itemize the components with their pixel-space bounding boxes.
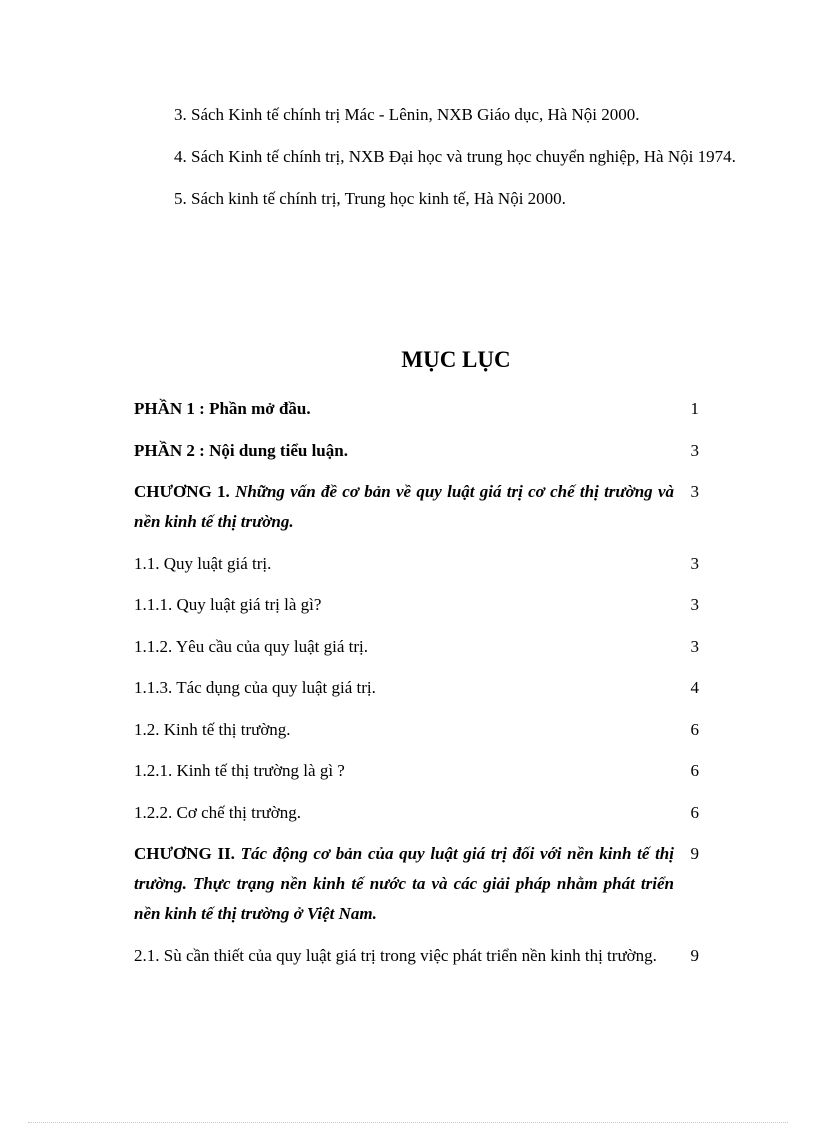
toc-entry-text: 1.2.2. Cơ chế thị trường. [134, 802, 301, 822]
toc-title: MỤC LỤC [401, 347, 511, 372]
toc-entry [134, 549, 699, 579]
chapter-title: Tác động cơ bản của quy luật giá trị đối với nền kinh tế thị trường. Thực trạng nền kinh tế nước ta và các giải pháp nhằm phát triển nền kinh tế thị trường ở Việt Nam. [134, 844, 674, 923]
toc-entry-page: 9 [690, 945, 699, 965]
toc-entry-page: 3 [690, 595, 699, 614]
toc-entry [134, 673, 699, 703]
chapter-title: Những vấn đề cơ bản về quy luật giá trị cơ chế thị trường và nền kinh tế thị trường. [134, 482, 674, 531]
toc-entry-text: 1.1. Quy luật giá trị. [134, 553, 272, 573]
toc-entry-text [134, 477, 674, 537]
toc-entry-text: PHẦN 2 : Nội dung tiểu luận. [134, 440, 348, 460]
toc-entry-page: 1 [690, 399, 699, 418]
toc-entry-text: PHẦN 1 : Phần mở đầu. [134, 399, 311, 418]
toc-entry [134, 798, 699, 828]
toc-entry-text [134, 839, 674, 929]
toc-entry [134, 590, 699, 620]
toc-entry-page: 6 [690, 761, 699, 780]
toc-entry-part-1 [134, 394, 699, 424]
toc-entry [134, 941, 699, 971]
toc-entry-page: 6 [690, 802, 699, 822]
toc-entry-page: 4 [690, 678, 699, 697]
toc-entry-chapter-1 [134, 477, 699, 537]
toc-entry-page: 3 [690, 440, 699, 460]
toc-entry-page: 3 [690, 636, 699, 656]
toc-entry-text: 1.1.1. Quy luật giá trị là gì? [134, 595, 322, 614]
chapter-prefix: CHƯƠNG II. [134, 844, 241, 863]
toc-entry [134, 632, 699, 662]
toc-entry-text: 1.1.3. Tác dụng của quy luật giá trị. [134, 678, 376, 697]
reference-item: 3. Sách Kinh tế chính trị Mác - Lênin, NXB Giáo dục, Hà Nội 2000. [174, 105, 640, 124]
table-of-contents [134, 394, 699, 982]
toc-entry-page: 3 [690, 553, 699, 573]
toc-entry [134, 756, 699, 786]
toc-entry-page: 3 [690, 482, 699, 501]
chapter-prefix: CHƯƠNG 1. [134, 482, 236, 501]
toc-entry-page: 9 [690, 844, 699, 863]
reference-item: 4. Sách Kinh tế chính trị, NXB Đại học và trung học chuyển nghiệp, Hà Nội 1974. [174, 147, 736, 166]
toc-entry-part-2 [134, 436, 699, 466]
toc-entry-page: 6 [690, 719, 699, 739]
toc-entry-text: 1.2.1. Kinh tế thị trường là gì ? [134, 761, 345, 780]
toc-entry [134, 715, 699, 745]
reference-item: 5. Sách kinh tế chính trị, Trung học kinh tế, Hà Nội 2000. [174, 189, 566, 208]
toc-entry-text: 1.2. Kinh tế thị trường. [134, 719, 291, 739]
toc-entry-text: 2.1. Sù cần thiết của quy luật giá trị trong việc phát triển nền kinh thị trường. [134, 945, 657, 965]
toc-entry-text: 1.1.2. Yêu cầu của quy luật giá trị. [134, 636, 368, 656]
toc-entry-chapter-2 [134, 839, 699, 929]
reference-list [134, 100, 739, 226]
